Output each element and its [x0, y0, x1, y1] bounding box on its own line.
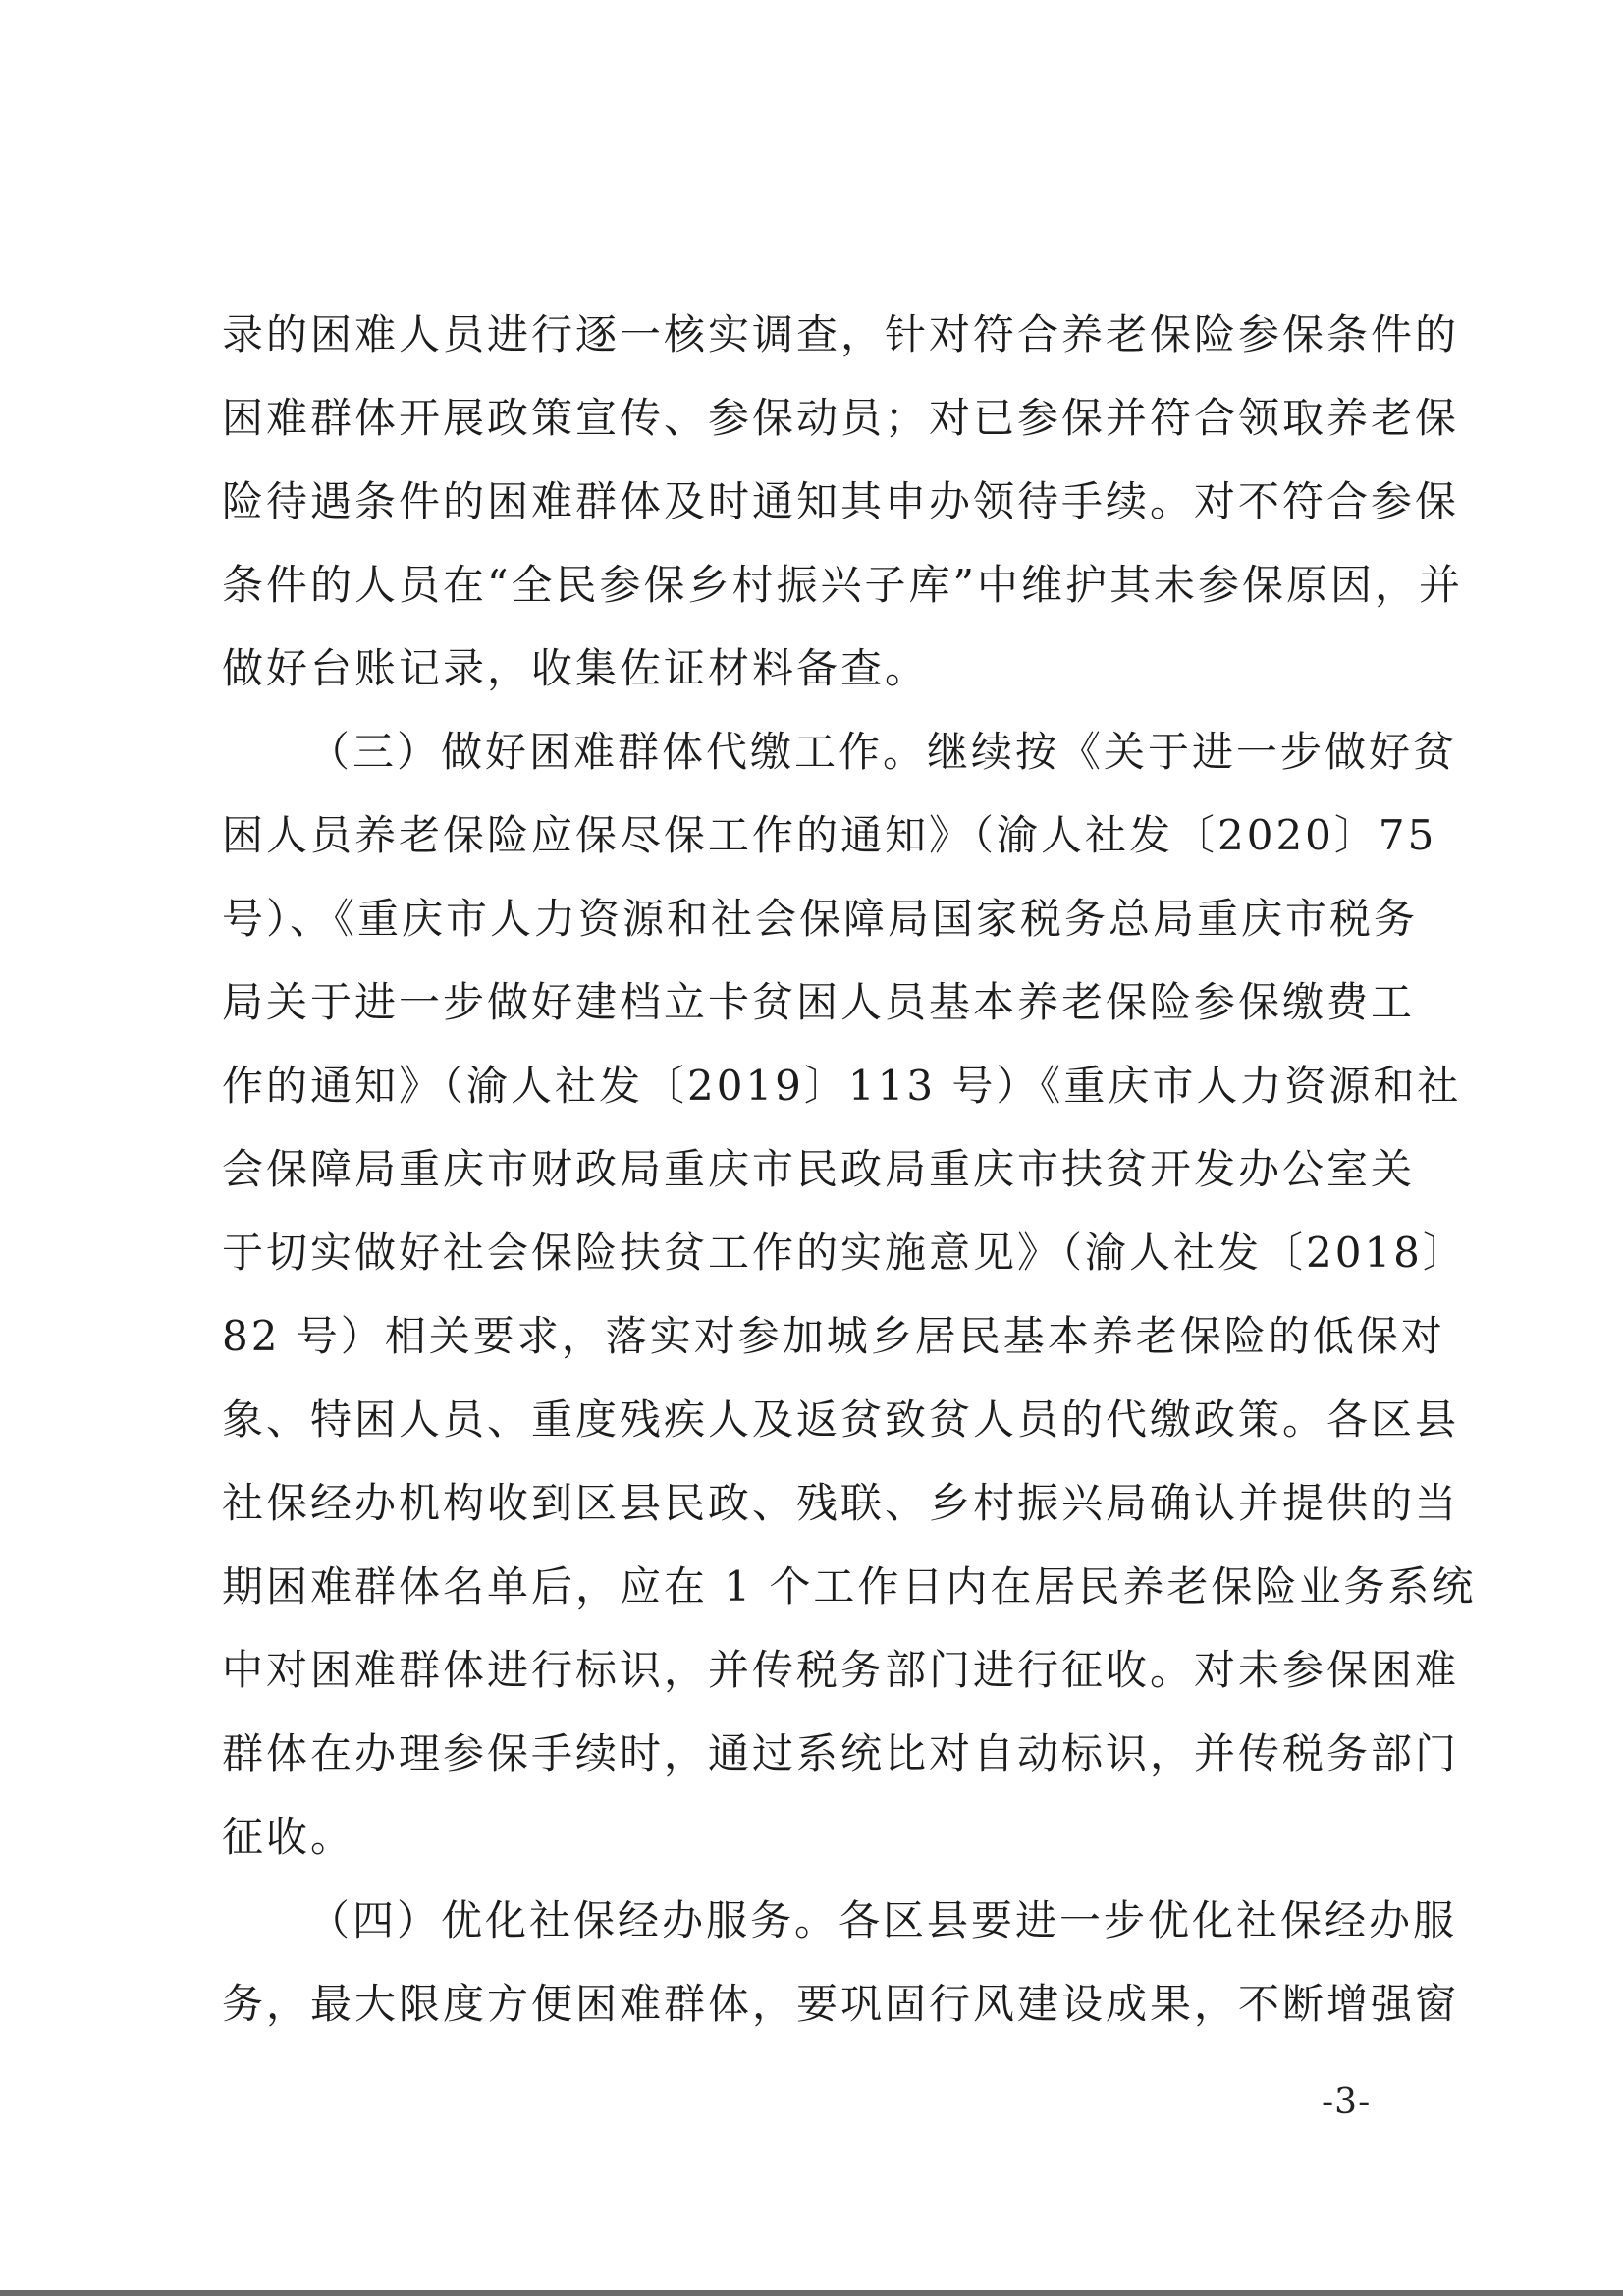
- section-heading-line: （四）优化社保经办服务。各区县要进一步优化社保经办服: [308, 1896, 1458, 1944]
- text-line: 社保经办机构收到区县民政、残联、乡村振兴局确认并提供的当: [222, 1479, 1460, 1527]
- text-line: 作的通知》（渝人社发〔2019〕113 号）《重庆市人力资源和社: [222, 1062, 1462, 1110]
- text-line: 于切实做好社会保险扶贫工作的实施意见》（渝人社发〔2018〕: [222, 1229, 1467, 1277]
- text-line: 困人员养老保险应保尽保工作的通知》（渝人社发〔2020〕75: [222, 811, 1437, 859]
- text-line: 征收。: [222, 1813, 355, 1861]
- text-line: 做好台账记录，收集佐证材料备查。: [222, 644, 930, 692]
- text-line: 82 号）相关要求，落实对参加城乡居民基本养老保险的低保对: [222, 1312, 1445, 1360]
- text-line: 群体在办理参保手续时，通过系统比对自动标识，并传税务部门: [222, 1729, 1460, 1777]
- text-line: 中对困难群体进行标识，并传税务部门进行征收。对未参保困难: [222, 1646, 1460, 1694]
- document-body: [222, 293, 1477, 2046]
- text-line: 会保障局重庆市财政局重庆市民政局重庆市扶贫开发办公室关: [222, 1145, 1416, 1193]
- text-line: 局关于进一步做好建档立卡贫困人员基本养老保险参保缴费工: [222, 978, 1416, 1026]
- text-line: 困难群体开展政策宣传、参保动员；对已参保并符合领取养老保: [222, 394, 1460, 442]
- text-line: 号）、《重庆市人力资源和社会保障局国家税务总局重庆市税务: [222, 895, 1419, 943]
- text-line: 象、特困人员、重度残疾人及返贫致贫人员的代缴政策。各区县: [222, 1395, 1460, 1444]
- text-line: 条件的人员在“全民参保乡村振兴子库”中维护其未参保原因，并: [222, 561, 1463, 609]
- page-number: -3-: [1322, 2082, 1372, 2122]
- section-heading-line: （三）做好困难群体代缴工作。继续按《关于进一步做好贫: [308, 728, 1458, 776]
- scan-bottom-edge: [0, 2290, 1623, 2296]
- text-line: 录的困难人员进行逐一核实调查，针对符合养老保险参保条件的: [222, 310, 1460, 358]
- text-line: 务，最大限度方便困难群体，要巩固行风建设成果，不断增强窗: [222, 1980, 1460, 2028]
- text-line: 险待遇条件的困难群体及时通知其申办领待手续。对不符合参保: [222, 477, 1460, 525]
- text-line: 期困难群体名单后，应在 1 个工作日内在居民养老保险业务系统: [222, 1562, 1477, 1611]
